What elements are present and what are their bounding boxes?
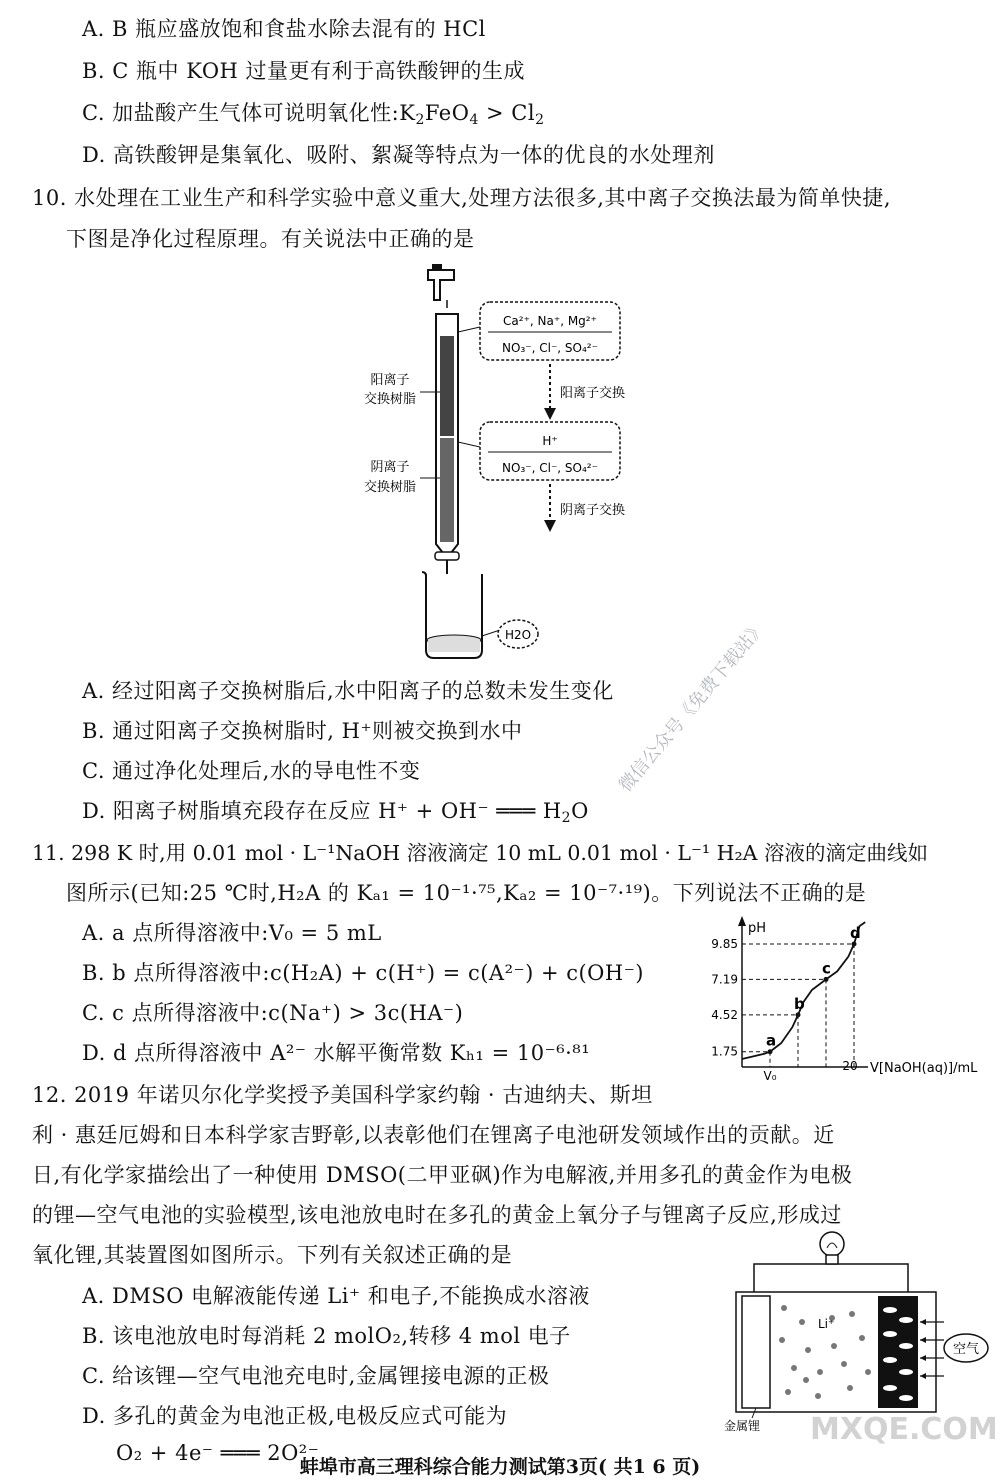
y-tick-label: 7.19: [711, 972, 738, 987]
y-axis-label: pH: [748, 921, 767, 936]
x-tick-label: V₀: [763, 1069, 777, 1080]
li-ion-dot: [781, 1305, 787, 1311]
porous-gold-electrode: [878, 1296, 918, 1408]
li-ion-dot: [859, 1335, 865, 1341]
faucet-handle-icon: [432, 264, 442, 270]
air-label: 空气: [952, 1342, 980, 1357]
q12-option-a: A. DMSO 电解液能传递 Li⁺ 和电子,不能换成水溶液: [82, 1284, 590, 1308]
li-ion-dot: [815, 1393, 821, 1399]
cation-resin-label-2: 交换树脂: [363, 392, 417, 407]
box1-cations: Ca²⁺, Na⁺, Mg²⁺: [503, 314, 597, 328]
anion-resin-label-1: 阴离子: [370, 460, 410, 475]
li-ion-dot: [831, 1343, 837, 1349]
li-ion-dot: [785, 1389, 791, 1395]
q12-stem-line2: 利 · 惠廷厄姆和日本科学家吉野彰,以表彰他们在锂离子电池研发领域作出的贡献。近: [32, 1123, 835, 1147]
arrow2-label: 阴离子交换: [560, 503, 626, 518]
watermark-logo-text: MXQE.COM: [810, 1412, 998, 1447]
cation-resin-label-1: 阳离子: [370, 373, 410, 388]
y-tick-label: 9.85: [711, 937, 738, 951]
li-ion-dot: [805, 1347, 811, 1353]
q12-option-b: B. 该电池放电时每消耗 2 molO₂,转移 4 mol 电子: [82, 1324, 571, 1348]
li-air-battery-figure: [722, 1222, 998, 1436]
li-ion-dot: [817, 1369, 823, 1375]
point-label-b: b: [794, 994, 805, 1013]
y-axis-arrow-icon: [738, 916, 746, 926]
point-label-a: a: [766, 1031, 777, 1050]
q11-option-a: A. a 点所得溶液中:V₀ = 5 mL: [82, 921, 382, 945]
q12-stem-line3: 日,有化学家描绘出了一种使用 DMSO(二甲亚砜)作为电解液,并用多孔的黄金作为电极: [32, 1163, 853, 1187]
arrow1-label: 阳离子交换: [560, 386, 626, 401]
anion-resin-label-2: 交换树脂: [363, 480, 417, 495]
q9-option-d: D. 高铁酸钾是集氧化、吸附、絮凝等特点为一体的优良的水处理剂: [82, 143, 715, 167]
q9-option-b: B. C 瓶中 KOH 过量更有利于高铁酸钾的生成: [82, 59, 526, 83]
ion-exchange-figure: [350, 262, 650, 666]
q9-option-c: C. 加盐酸产生气体可说明氧化性$:K_2FeO_4 > Cl_2$: [82, 101, 545, 128]
page-footer: 蚌埠市高三理科综合能力测试第3页( 共1 6 页): [299, 1456, 701, 1478]
q10-stem-line1: 10. 水处理在工业生产和科学实验中意义重大,处理方法很多,其中离子交换法最为简单快捷,: [32, 186, 892, 210]
light-bulb-icon: [820, 1232, 844, 1256]
arrow-down-icon: [544, 520, 556, 532]
li-ion-dot: [803, 1377, 809, 1383]
li-ion-dot: [799, 1319, 805, 1325]
q10-option-d: D. 阳离子树脂填充段存在反应 H⁺ + OH⁻ ═══ $H_2O$: [82, 799, 589, 826]
q11-stem-line2: 图所示(已知:25 ℃时,H₂A 的 Kₐ₁ = 10⁻¹·⁷⁵,Kₐ₂ = 10⁻⁷·¹⁹)。下列说法不正确的是: [66, 881, 867, 905]
q12-stem-line4: 的锂—空气电池的实验模型,该电池放电时在多孔的黄金上氧分子与锂离子反应,形成过: [32, 1203, 842, 1227]
q10-stem-line2: 下图是净化过程原理。有关说法中正确的是: [66, 227, 475, 251]
q11-option-d: D. d 点所得溶液中 A²⁻ 水解平衡常数 Kₕ₁ = 10⁻⁶·⁸¹: [82, 1041, 591, 1065]
point-label-c: c: [822, 959, 831, 978]
titration-curve-chart: [690, 912, 1000, 1080]
x-axis-label: V[NaOH(aq)]/mL: [870, 1061, 978, 1076]
q12-option-d: D. 多孔的黄金为电池正极,电极反应式可能为: [82, 1404, 508, 1428]
q12-option-d-equation: O₂ + 4e⁻ ═══ 2O²⁻: [116, 1441, 320, 1465]
lithium-metal-electrode: [742, 1296, 770, 1408]
metal-li-label: 金属锂: [724, 1419, 761, 1433]
q10-option-a: A. 经过阳离子交换树脂后,水中阳离子的总数未发生变化: [82, 679, 614, 703]
point-label-d: d: [850, 924, 861, 942]
stopcock-icon: [435, 552, 459, 560]
q12-option-c: C. 给该锂—空气电池充电时,金属锂接电源的正极: [82, 1364, 550, 1388]
y-tick-label: 4.52: [711, 1007, 738, 1022]
box2-anions: NO₃⁻, Cl⁻, SO₄²⁻: [502, 461, 598, 475]
y-tick-label: 1.75: [711, 1044, 738, 1059]
x-tick-label: 20: [842, 1059, 858, 1073]
data-point-b: [796, 1012, 801, 1017]
titration-curve: [742, 922, 865, 1059]
q11-option-c: C. c 点所得溶液中:c(Na⁺) > 3c(HA⁻): [82, 1001, 464, 1025]
q9-option-a: A. B 瓶应盛放饱和食盐水除去混有的 HCl: [82, 17, 486, 41]
anion-resin-fill: [440, 438, 454, 542]
q11-stem-line1: 11. 298 K 时,用 0.01 mol · L⁻¹NaOH 溶液滴定 10 mL 0.01 mol · L⁻¹ H₂A 溶液的滴定曲线如: [32, 841, 929, 865]
watermark-text: 微信公众号《免费下载站》: [615, 617, 770, 797]
box2-cations: H⁺: [542, 434, 558, 448]
li-ion-dot: [847, 1385, 853, 1391]
li-ion-dot: [865, 1369, 871, 1375]
li-ion-dot: [779, 1337, 785, 1343]
arrow-down-icon: [544, 408, 556, 420]
q12-stem-line1: 12. 2019 年诺贝尔化学奖授予美国科学家约翰 · 古迪纳夫、斯坦: [32, 1083, 653, 1107]
data-point-d: [852, 942, 857, 947]
li-ion-dot: [849, 1311, 855, 1317]
li-ion-label: Li⁺: [818, 1317, 835, 1331]
cation-resin-fill: [440, 336, 454, 436]
li-ion-dot: [791, 1365, 797, 1371]
data-point-a: [768, 1049, 773, 1054]
q10-option-c: C. 通过净化处理后,水的导电性不变: [82, 759, 421, 783]
faucet-icon: [428, 270, 454, 300]
box1-anions: NO₃⁻, Cl⁻, SO₄²⁻: [502, 341, 598, 355]
li-ion-dot: [841, 1361, 847, 1367]
q12-stem-line5: 氧化锂,其装置图如图所示。下列有关叙述正确的是: [32, 1243, 513, 1267]
beaker-label: H2O: [504, 628, 532, 642]
data-point-c: [824, 977, 829, 982]
q10-option-b: B. 通过阳离子交换树脂时, H⁺则被交换到水中: [82, 719, 523, 743]
q11-option-b: B. b 点所得溶液中:c(H₂A) + c(H⁺) = c(A²⁻) + c(OH⁻): [82, 961, 644, 985]
